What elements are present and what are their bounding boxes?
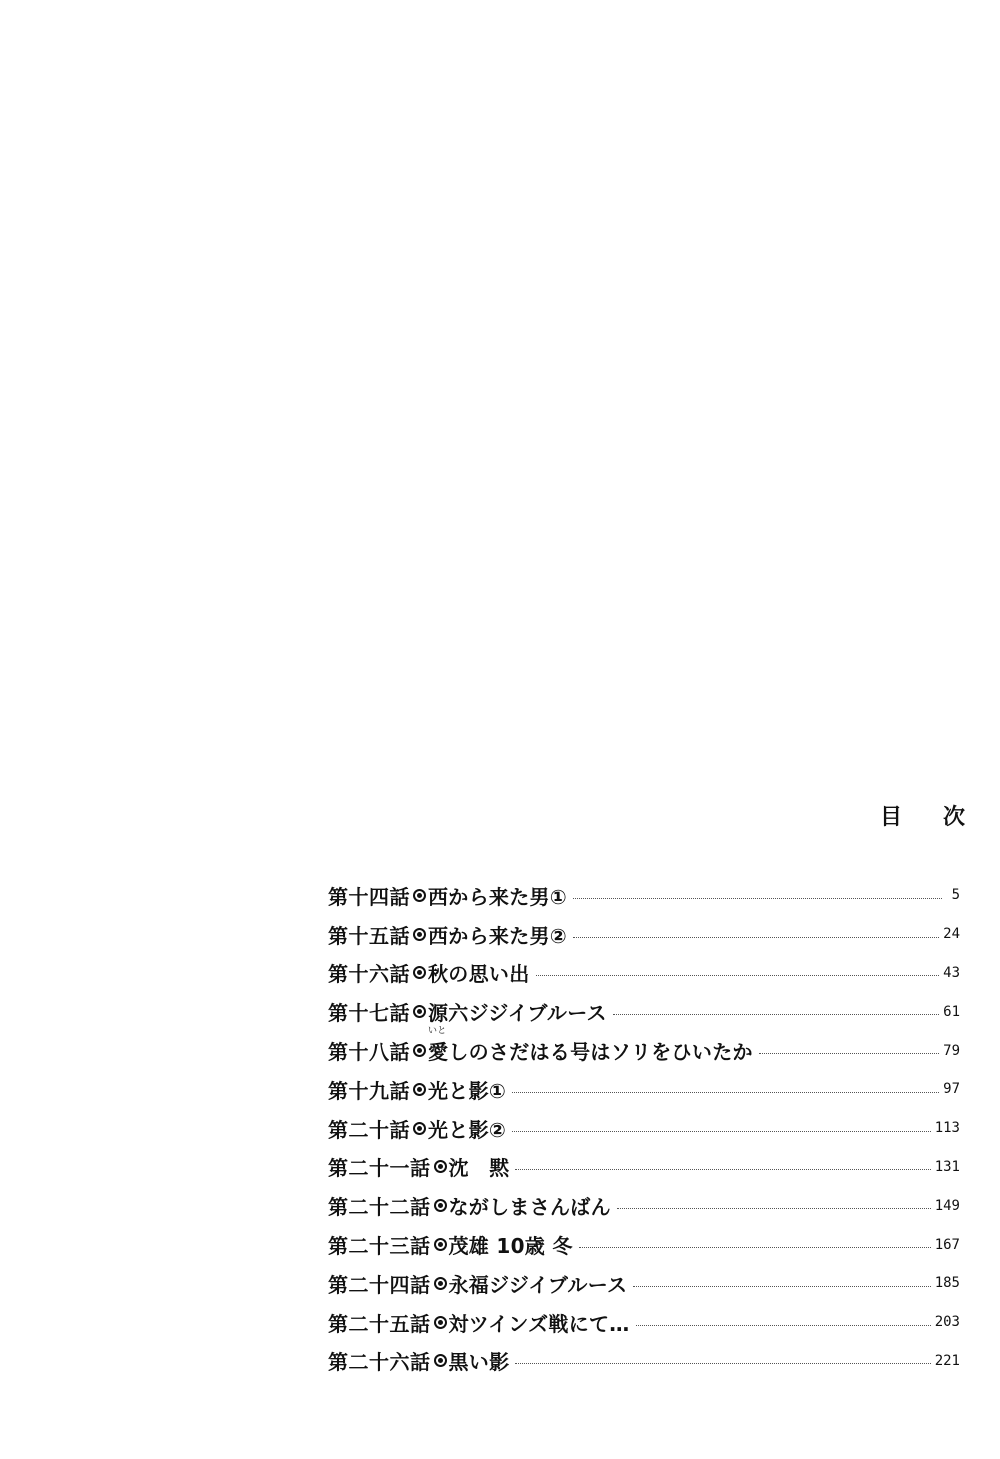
toc-page-number: 43 xyxy=(943,964,960,981)
toc-page-number: 24 xyxy=(943,926,960,943)
toc-page-number: 5 xyxy=(951,887,960,904)
bullet-icon xyxy=(434,1238,447,1251)
toc-heading xyxy=(880,800,965,831)
toc-chapter-title xyxy=(428,1026,753,1065)
dotted-leader xyxy=(613,1014,939,1015)
toc-entry[interactable] xyxy=(328,1186,960,1225)
toc-entry[interactable] xyxy=(328,1225,960,1264)
dotted-leader xyxy=(759,1053,939,1054)
toc-list xyxy=(328,876,960,1380)
bullet-icon xyxy=(434,1354,447,1367)
toc-chapter-title: 源六ジジイブルース xyxy=(428,1001,607,1026)
toc-chapter-title: 西から来た男① xyxy=(428,884,568,909)
toc-chapter-title: 黒い影 xyxy=(448,1350,510,1375)
toc-entry[interactable] xyxy=(328,1264,960,1303)
toc-entry[interactable] xyxy=(328,1026,960,1070)
toc-heading-char-2: 次 xyxy=(942,805,965,830)
toc-chapter-title: 永福ジジイブルース xyxy=(448,1272,628,1297)
bullet-icon xyxy=(413,1122,426,1135)
toc-chapter-title: 光と影① xyxy=(428,1078,507,1103)
bullet-icon xyxy=(434,1316,447,1329)
toc-entry[interactable] xyxy=(328,915,960,954)
toc-chapter-number: 第十九話 xyxy=(328,1078,410,1103)
dotted-leader xyxy=(536,975,940,976)
ruby-base xyxy=(428,1026,449,1065)
toc-chapter-title: 秋の思い出 xyxy=(428,962,530,987)
toc-page-number: 79 xyxy=(943,1042,960,1059)
toc-chapter-title-rest: しのさだはる号はソリをひいたか xyxy=(448,1040,753,1065)
bullet-icon xyxy=(413,889,426,902)
dotted-leader xyxy=(515,1363,930,1364)
dotted-leader xyxy=(515,1169,930,1170)
bullet-icon xyxy=(413,1005,426,1018)
toc-chapter-number: 第二十三話 xyxy=(328,1234,431,1259)
toc-chapter-title: 光と影② xyxy=(428,1117,507,1142)
dotted-leader xyxy=(573,937,939,938)
toc-page-number: 221 xyxy=(934,1352,960,1369)
toc-page-number: 131 xyxy=(934,1158,960,1175)
bullet-icon xyxy=(413,928,426,941)
toc-page-number: 203 xyxy=(934,1314,960,1331)
ruby-reading: いと xyxy=(428,1026,447,1037)
toc-chapter-number: 第十八話 xyxy=(328,1040,410,1065)
toc-entry[interactable] xyxy=(328,1303,960,1342)
ruby-base-text: 愛 xyxy=(428,1040,449,1065)
toc-chapter-number: 第十四話 xyxy=(328,884,410,909)
toc-chapter-number: 第二十一話 xyxy=(328,1156,431,1181)
toc-chapter-number: 第二十六話 xyxy=(328,1350,431,1375)
toc-entry[interactable] xyxy=(328,992,960,1031)
dotted-leader xyxy=(512,1131,931,1132)
toc-chapter-title: 対ツインズ戦にて… xyxy=(448,1311,630,1336)
toc-chapter-number: 第二十二話 xyxy=(328,1195,431,1220)
toc-chapter-number: 第十七話 xyxy=(328,1001,410,1026)
toc-chapter-number: 第二十話 xyxy=(328,1117,410,1142)
toc-entry[interactable] xyxy=(328,876,960,915)
toc-entry[interactable] xyxy=(328,1070,960,1109)
bullet-icon xyxy=(413,1044,426,1057)
dotted-leader xyxy=(636,1325,931,1326)
bullet-icon xyxy=(434,1277,447,1290)
toc-page-number: 61 xyxy=(943,1003,960,1020)
toc-entry[interactable] xyxy=(328,954,960,993)
toc-entry[interactable] xyxy=(328,1109,960,1148)
toc-page-number: 97 xyxy=(943,1081,960,1098)
toc-page-number: 113 xyxy=(934,1120,960,1137)
dotted-leader xyxy=(573,898,942,899)
toc-chapter-number: 第二十五話 xyxy=(328,1311,431,1336)
dotted-leader xyxy=(617,1208,931,1209)
dotted-leader xyxy=(633,1286,930,1287)
dotted-leader xyxy=(579,1247,931,1248)
toc-chapter-number: 第十六話 xyxy=(328,962,410,987)
toc-chapter-title: 西から来た男② xyxy=(428,923,568,948)
bullet-icon xyxy=(413,966,426,979)
toc-chapter-title: 茂雄 10歳 冬 xyxy=(448,1234,573,1259)
dotted-leader xyxy=(512,1092,939,1093)
bullet-icon xyxy=(434,1199,447,1212)
toc-heading-char-1: 目 xyxy=(880,805,903,830)
toc-chapter-title: ながしまさんばん xyxy=(448,1195,611,1220)
toc-entry[interactable] xyxy=(328,1342,960,1381)
bullet-icon xyxy=(434,1160,447,1173)
toc-entry[interactable] xyxy=(328,1148,960,1187)
toc-page-number: 185 xyxy=(934,1275,960,1292)
toc-chapter-number: 第二十四話 xyxy=(328,1272,431,1297)
toc-chapter-title: 沈 黙 xyxy=(448,1156,510,1181)
toc-chapter-number: 第十五話 xyxy=(328,923,410,948)
toc-page-number: 149 xyxy=(934,1197,960,1214)
toc-page-number: 167 xyxy=(934,1236,960,1253)
bullet-icon xyxy=(413,1083,426,1096)
